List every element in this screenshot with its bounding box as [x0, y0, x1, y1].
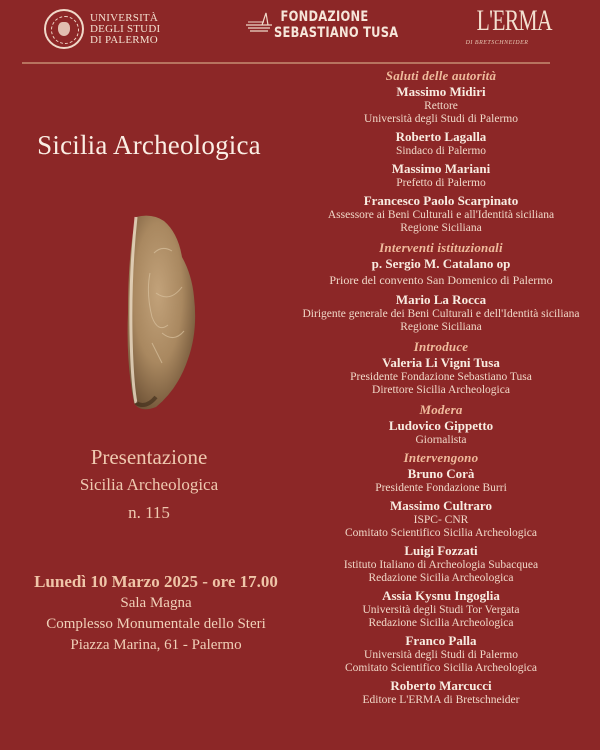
speaker-name: Massimo Mariani: [391, 161, 491, 176]
section-heading-saluti: Saluti delle autorità: [385, 68, 497, 83]
section-heading-introduce: Introduce: [413, 339, 469, 354]
speaker-name: Roberto Lagalla: [395, 129, 487, 144]
page-title: Sicilia Archeologica: [37, 130, 261, 160]
speaker-name: Valeria Li Vigni Tusa: [382, 355, 500, 370]
university-line-2: DEGLI STUDI: [90, 22, 161, 35]
speaker-role: Assessore ai Beni Culturali e all'Identità siciliana: [327, 209, 555, 221]
header-logos: [0, 0, 600, 62]
speaker-role: Presidente Fondazione Burri: [375, 482, 507, 494]
speaker-name: Assia Kysnu Ingoglia: [382, 588, 500, 603]
speaker-role: Direttore Sicilia Archeologica: [372, 384, 510, 396]
university-line-1: UNIVERSITÀ: [90, 11, 158, 24]
publisher-logo: [462, 4, 552, 46]
publisher-sub: DI BRETSCHNEIDER: [465, 40, 529, 46]
speaker-role: Rettore: [424, 100, 458, 112]
header-divider: [22, 62, 550, 64]
speaker-role: Regione Siciliana: [400, 222, 482, 234]
section-heading-intervengono: Intervengono: [403, 450, 479, 465]
foundation-line-2: SEBASTIANO TUSA: [274, 25, 399, 41]
speaker-role: Redazione Sicilia Archeologica: [368, 572, 514, 584]
speaker-name: Mario La Rocca: [395, 292, 487, 307]
speaker-name: Massimo Cultraro: [390, 498, 492, 513]
speaker-role: Università degli Studi di Palermo: [364, 649, 518, 661]
speaker-name: Ludovico Gippetto: [388, 418, 494, 433]
university-logo: [44, 9, 160, 49]
foundation-name: [274, 9, 398, 41]
foundation-line-1: FONDAZIONE: [280, 9, 369, 25]
university-seal-icon: [44, 9, 84, 49]
event-venue: Sala Magna: [120, 595, 192, 611]
journal-name: Sicilia Archeologica: [79, 475, 219, 494]
event-address: Piazza Marina, 61 - Palermo: [70, 637, 242, 653]
speaker-role: Giornalista: [415, 434, 467, 446]
program: [282, 68, 600, 707]
speaker-role: Prefetto di Palermo: [396, 177, 486, 189]
speaker-role: Dirigente generale dei Beni Culturali e dell'Identità siciliana: [302, 308, 580, 320]
issue-number: n. 115: [128, 503, 170, 522]
speaker-role: Priore del convento San Domenico di Palermo: [329, 273, 553, 287]
speaker-name: Luigi Fozzati: [404, 543, 478, 558]
presentation-label: Presentazione: [90, 445, 208, 469]
speaker-role: Università degli Studi Tor Vergata: [362, 604, 520, 616]
section-heading-modera: Modera: [419, 402, 463, 417]
event-complex: Complesso Monumentale dello Steri: [46, 616, 266, 632]
speaker-role: Istituto Italiano di Archeologia Subacquea: [343, 559, 539, 571]
speaker-role: Editore L'ERMA di Bretschneider: [362, 694, 520, 706]
speaker-role: Redazione Sicilia Archeologica: [368, 617, 514, 629]
university-line-3: DI PALERMO: [90, 33, 158, 46]
speaker-name: Francesco Paolo Scarpinato: [363, 193, 519, 208]
foundation-logo: [244, 9, 426, 41]
presentation-block: [0, 444, 298, 526]
speaker-role: ISPC- CNR: [413, 514, 469, 526]
speaker-name: Franco Palla: [405, 633, 477, 648]
speaker-name: p. Sergio M. Catalano op: [371, 256, 511, 271]
speaker-role: Sindaco di Palermo: [395, 145, 487, 157]
speaker-role: Università degli Studi di Palermo: [364, 113, 518, 125]
speaker-role: Presidente Fondazione Sebastiano Tusa: [350, 371, 532, 383]
boat-icon: [244, 11, 274, 31]
event-details: [0, 571, 312, 656]
engraved-stone-artifact: [122, 213, 200, 413]
university-name: [90, 13, 160, 46]
speaker-role: Regione Siciliana: [400, 321, 482, 333]
speaker-name: Roberto Marcucci: [390, 678, 492, 693]
section-heading-interventi: Interventi istituzionali: [379, 240, 503, 255]
speaker-role: Comitato Scientifico Sicilia Archeologica: [345, 527, 537, 539]
speaker-name: Massimo Midiri: [396, 84, 486, 99]
speaker-name: Bruno Corà: [407, 466, 475, 481]
speaker-role: Comitato Scientifico Sicilia Archeologica: [345, 662, 537, 674]
event-date: Lunedì 10 Marzo 2025 - ore 17.00: [34, 572, 278, 591]
publisher-name: L'ERMA: [476, 4, 552, 37]
